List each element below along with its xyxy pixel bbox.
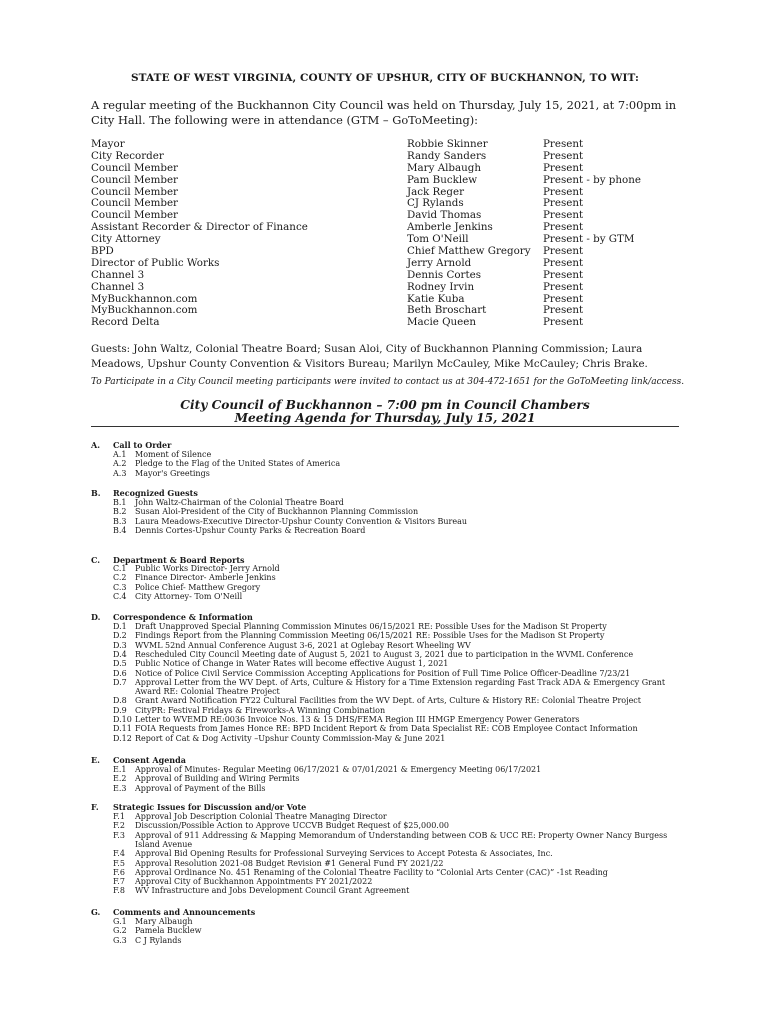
agenda-item-text: Public Works Director- Jerry Arnold: [135, 564, 280, 573]
attendance-row: [91, 234, 711, 246]
attendance-row: [91, 317, 711, 329]
attendee-role: Council Member: [91, 185, 178, 198]
agenda-item-text: Approval Ordinance No. 451 Renaming of the Colonial Theatre Facility to “Colonial Arts Center (CAC)” -1st Reading: [135, 867, 608, 877]
attendee-role: MyBuckhannon.com: [91, 304, 198, 317]
attendee-name: Rodney Irvin: [407, 280, 475, 293]
attendee-role: MyBuckhannon.com: [91, 292, 198, 305]
agenda-item-text: Police Chief- Matthew Gregory: [135, 582, 261, 592]
attendee-status: Present: [543, 197, 584, 210]
attendance-row: [91, 187, 711, 199]
agenda-section-letter: B.: [91, 488, 101, 498]
agenda-item-text: Rescheduled City Council Meeting date of August 5, 2021 to August 3, 2021 due to participation in the WVML Conference: [135, 649, 634, 659]
attendee-name: Dennis Cortes: [407, 268, 481, 281]
attendee-name: Macie Queen: [407, 316, 477, 329]
agenda-item-text: Moment of Silence: [135, 450, 212, 459]
agenda-item-code: F.7: [113, 877, 125, 887]
agenda-item-text: Dennis Cortes-Upshur County Parks & Recreation Board: [135, 525, 366, 535]
attendee-status: Present: [543, 304, 584, 317]
attendance-row: [91, 175, 711, 187]
attendance-row: [91, 305, 711, 317]
document-heading: STATE OF WEST VIRGINIA, COUNTY OF UPSHUR, CITY OF BUCKHANNON, TO WIT:: [130, 72, 639, 84]
agenda-item-code: E.1: [113, 765, 127, 774]
attendee-status: Present: [543, 292, 584, 305]
attendee-status: Present: [543, 245, 584, 258]
attendee-role: Assistant Recorder & Director of Finance: [91, 221, 308, 234]
meeting-subtitle: Meeting Agenda for Thursday, July 15, 2021: [234, 411, 536, 425]
agenda-section-letter: E.: [91, 755, 100, 765]
attendee-role: Council Member: [91, 161, 178, 174]
attendance-row: [91, 163, 711, 175]
agenda-item-code: G.3: [113, 935, 127, 945]
attendee-status: Present: [543, 221, 584, 234]
agenda-section-letter: F.: [91, 802, 99, 812]
attendance-row: [91, 258, 711, 270]
agenda-item-code: F.8: [113, 886, 125, 896]
attendee-name: David Thomas: [407, 209, 482, 222]
agenda-item-text: Draft Unapproved Special Planning Commission Minutes 06/15/2021 RE: Possible Uses for the Madison St Property: [135, 622, 607, 631]
attendee-name: Robbie Skinner: [407, 138, 488, 150]
attendance-list: [91, 139, 711, 329]
attendance-row: [91, 139, 711, 151]
agenda-item-code: F.6: [113, 867, 125, 877]
attendee-name: Chief Matthew Gregory: [407, 245, 531, 258]
agenda-item-text: Report of Cat & Dog Activity –Upshur County Commission-May & June 2021: [135, 733, 446, 743]
attendee-role: Council Member: [91, 197, 178, 210]
attendance-row: [91, 282, 711, 294]
agenda-item-code: D.7: [113, 677, 127, 687]
agenda-item-code: D.6: [113, 668, 127, 678]
agenda-section-title: Call to Order: [113, 440, 172, 450]
agenda-item-text: Mayor's Greetings: [135, 468, 210, 478]
agenda-item-code: A.2: [113, 459, 127, 469]
agenda-item-text: Approval Bid Opening Results for Professional Surveying Services to Accept Potesta & Associates, Inc.: [135, 849, 553, 859]
agenda-item-code: F.1: [113, 812, 125, 821]
attendee-status: Present: [543, 185, 584, 198]
agenda-item-text: Approval Resolution 2021-08 Budget Revision #1 General Fund FY 2021/22: [135, 858, 444, 868]
agenda-item-code: B.3: [113, 516, 127, 526]
agenda-item-text: Pledge to the Flag of the United States of America: [135, 459, 341, 469]
attendance-row: [91, 151, 711, 163]
attendee-status: Present: [543, 268, 584, 281]
agenda-section-letter: D.: [91, 612, 101, 622]
agenda-item-code: D.2: [113, 631, 127, 641]
agenda-item-code: D.4: [113, 649, 127, 659]
agenda-item-text: Approval City of Buckhannon Appointments FY 2021/2022: [135, 877, 373, 887]
agenda-item-text: Pamela Bucklew: [135, 926, 202, 936]
agenda-section-letter: C.: [91, 555, 101, 565]
attendee-role: BPD: [91, 245, 114, 258]
title-divider: [91, 426, 679, 427]
agenda-item-text: Discussion/Possible Action to Approve UCCVB Budget Request of $25,000.00: [135, 821, 450, 831]
agenda-item-text: John Waltz-Chairman of the Colonial Theatre Board: [135, 498, 344, 507]
attendee-name: Beth Broschart: [407, 304, 487, 317]
attendee-status: Present - by phone: [543, 173, 641, 186]
agenda-item-text: C J Rylands: [135, 935, 182, 945]
agenda-item-text: Grant Award Notification FY22 Cultural Facilities from the WV Dept. of Arts, Culture & History RE: Colonial Theatre Project: [135, 696, 641, 706]
agenda-item-text: Public Notice of Change in Water Rates will become effective August 1, 2021: [135, 659, 449, 669]
attendee-status: Present: [543, 256, 584, 269]
attendee-status: Present: [543, 138, 584, 150]
agenda-item-code: D.11: [113, 724, 132, 734]
agenda-item-code: A.3: [113, 468, 127, 478]
attendee-name: CJ Rylands: [407, 197, 464, 210]
agenda-item-text: Approval Letter from the WV Dept. of Arts, Culture & History for a Time Extension regarding Fast Track ADA & Emergency Grant Award RE: Colonial Theatre Project: [135, 677, 666, 697]
agenda-item-code: D.9: [113, 705, 127, 715]
agenda-item-code: A.1: [113, 450, 127, 459]
agenda-item-text: FOIA Requests from James Honce RE: BPD Incident Report & from Data Specialist RE: COB Employee Contact Information: [135, 724, 638, 734]
agenda-item-code: D.8: [113, 696, 127, 706]
agenda-item-text: Approval of Minutes- Regular Meeting 06/17/2021 & 07/01/2021 & Emergency Meeting 06/17/2021: [135, 765, 542, 774]
attendee-status: Present: [543, 149, 584, 162]
agenda-section-title: Comments and Announcements: [113, 907, 256, 917]
meeting-title: City Council of Buckhannon – 7:00 pm in Council Chambers: [180, 398, 590, 412]
agenda-item-code: D.1: [113, 622, 127, 631]
agenda-item-code: D.3: [113, 640, 127, 650]
agenda-item-code: B.2: [113, 507, 127, 517]
agenda-item-text: Approval of Building and Wiring Permits: [135, 774, 300, 784]
agenda-section-letter: A.: [91, 440, 100, 450]
attendee-status: Present: [543, 161, 584, 174]
attendee-status: Present: [543, 316, 584, 329]
agenda-item-code: F.5: [113, 858, 125, 868]
agenda-item-text: Mary Albaugh: [135, 917, 193, 926]
attendee-name: Katie Kuba: [407, 292, 465, 305]
agenda-item-code: C.2: [113, 573, 127, 583]
agenda-item-code: D.12: [113, 733, 132, 743]
agenda-item-text: WV Infrastructure and Jobs Development Council Grant Agreement: [135, 886, 410, 896]
attendee-status: Present: [543, 280, 584, 293]
attendee-role: Director of Public Works: [91, 256, 220, 269]
agenda-item-text: Notice of Police Civil Service Commission Accepting Applications for Position of Full Time Police Officer-Deadline 7/23/21: [135, 668, 631, 678]
agenda-item-text: Approval Job Description Colonial Theatre Managing Director: [135, 812, 387, 821]
attendee-role: Channel 3: [91, 268, 145, 281]
attendee-role: Council Member: [91, 173, 178, 186]
attendance-row: [91, 270, 711, 282]
agenda-item-text: Letter to WVEMD RE:0036 Invoice Nos. 13 & 15 DHS/FEMA Region III HMGP Emergency Power Generators: [135, 715, 580, 724]
agenda-section-letter: G.: [91, 907, 101, 917]
guests-paragraph: Guests: John Waltz, Colonial Theatre Board; Susan Aloi, City of Buckhannon Planning Commission; Laura Meadows, Upshur County Convention & Visitors Bureau; Marilyn McCauley, Mike McCauley; Chris Brake.: [91, 343, 648, 370]
attendee-role: City Attorney: [91, 233, 161, 246]
attendee-role: Channel 3: [91, 280, 145, 293]
agenda-section-title: Strategic Issues for Discussion and/or Vote: [113, 802, 307, 812]
agenda-item-text: WVML 52nd Annual Conference August 3-6, 2021 at Oglebay Resort Wheeling WV: [135, 640, 471, 650]
agenda-item-code: C.3: [113, 582, 127, 592]
attendee-name: Randy Sanders: [407, 149, 487, 162]
attendee-role: City Recorder: [91, 149, 164, 162]
agenda-section-title: Consent Agenda: [113, 755, 186, 765]
agenda-item-code: B.1: [113, 498, 127, 507]
agenda-item-text: Findings Report from the Planning Commission Meeting 06/15/2021 RE: Possible Uses for the Madison St Property: [135, 631, 605, 641]
agenda-item-code: E.3: [113, 783, 127, 793]
attendee-status: Present: [543, 209, 584, 222]
attendee-role: Record Delta: [91, 316, 160, 329]
attendee-name: Amberle Jenkins: [407, 221, 493, 234]
agenda-item-code: C.4: [113, 591, 127, 601]
agenda-item-code: G.1: [113, 917, 127, 926]
attendee-name: Mary Albaugh: [407, 161, 482, 174]
attendee-name: Pam Bucklew: [407, 173, 478, 186]
agenda-item-code: F.3: [113, 830, 125, 840]
agenda-item-code: F.2: [113, 821, 125, 831]
attendee-role: Mayor: [91, 138, 125, 150]
agenda-item-text: Approval of Payment of the Bills: [135, 783, 266, 793]
agenda-item-code: D.5: [113, 659, 127, 669]
agenda-item-code: F.4: [113, 849, 125, 859]
attendee-role: Council Member: [91, 209, 178, 222]
meeting-intro: A regular meeting of the Buckhannon City Council was held on Thursday, July 15, 2021, at 7:00pm in City Hall. The following were in attendance (GTM – GoToMeeting):: [91, 98, 677, 127]
agenda-item-code: G.2: [113, 926, 127, 936]
agenda-item-text: CityPR: Festival Fridays & Fireworks-A Winning Combination: [135, 705, 386, 715]
agenda-item-code: E.2: [113, 774, 127, 784]
agenda-section-title: Recognized Guests: [113, 488, 198, 498]
attendee-name: Jerry Arnold: [407, 256, 472, 269]
agenda-item-text: Approval of 911 Addressing & Mapping Memorandum of Understanding between COB & UCC RE: Property Owner Nancy Burgess Island Avenue: [135, 830, 668, 849]
participation-note: To Participate in a City Council meeting participants were invited to contact us at 304-472-1651 for the GoToMeeting link/access.: [91, 377, 685, 387]
agenda-item-code: C.1: [113, 564, 127, 573]
agenda-item-text: Laura Meadows-Executive Director-Upshur County Convention & Visitors Bureau: [135, 516, 467, 526]
agenda-item-code: D.10: [113, 715, 132, 724]
attendee-name: Jack Reger: [407, 185, 464, 198]
agenda-item-text: Susan Aloi-President of the City of Buckhannon Planning Commission: [135, 507, 419, 517]
agenda-section-title: Department & Board Reports: [113, 555, 245, 565]
agenda-item-code: B.4: [113, 525, 127, 535]
agenda-item-text: Finance Director- Amberle Jenkins: [135, 573, 276, 583]
attendee-status: Present - by GTM: [543, 233, 635, 246]
agenda-item-text: City Attorney- Tom O'Neill: [135, 591, 243, 601]
agenda-section-title: Correspondence & Information: [113, 612, 253, 622]
attendee-name: Tom O'Neill: [407, 233, 469, 246]
attendance-row: [91, 198, 711, 210]
